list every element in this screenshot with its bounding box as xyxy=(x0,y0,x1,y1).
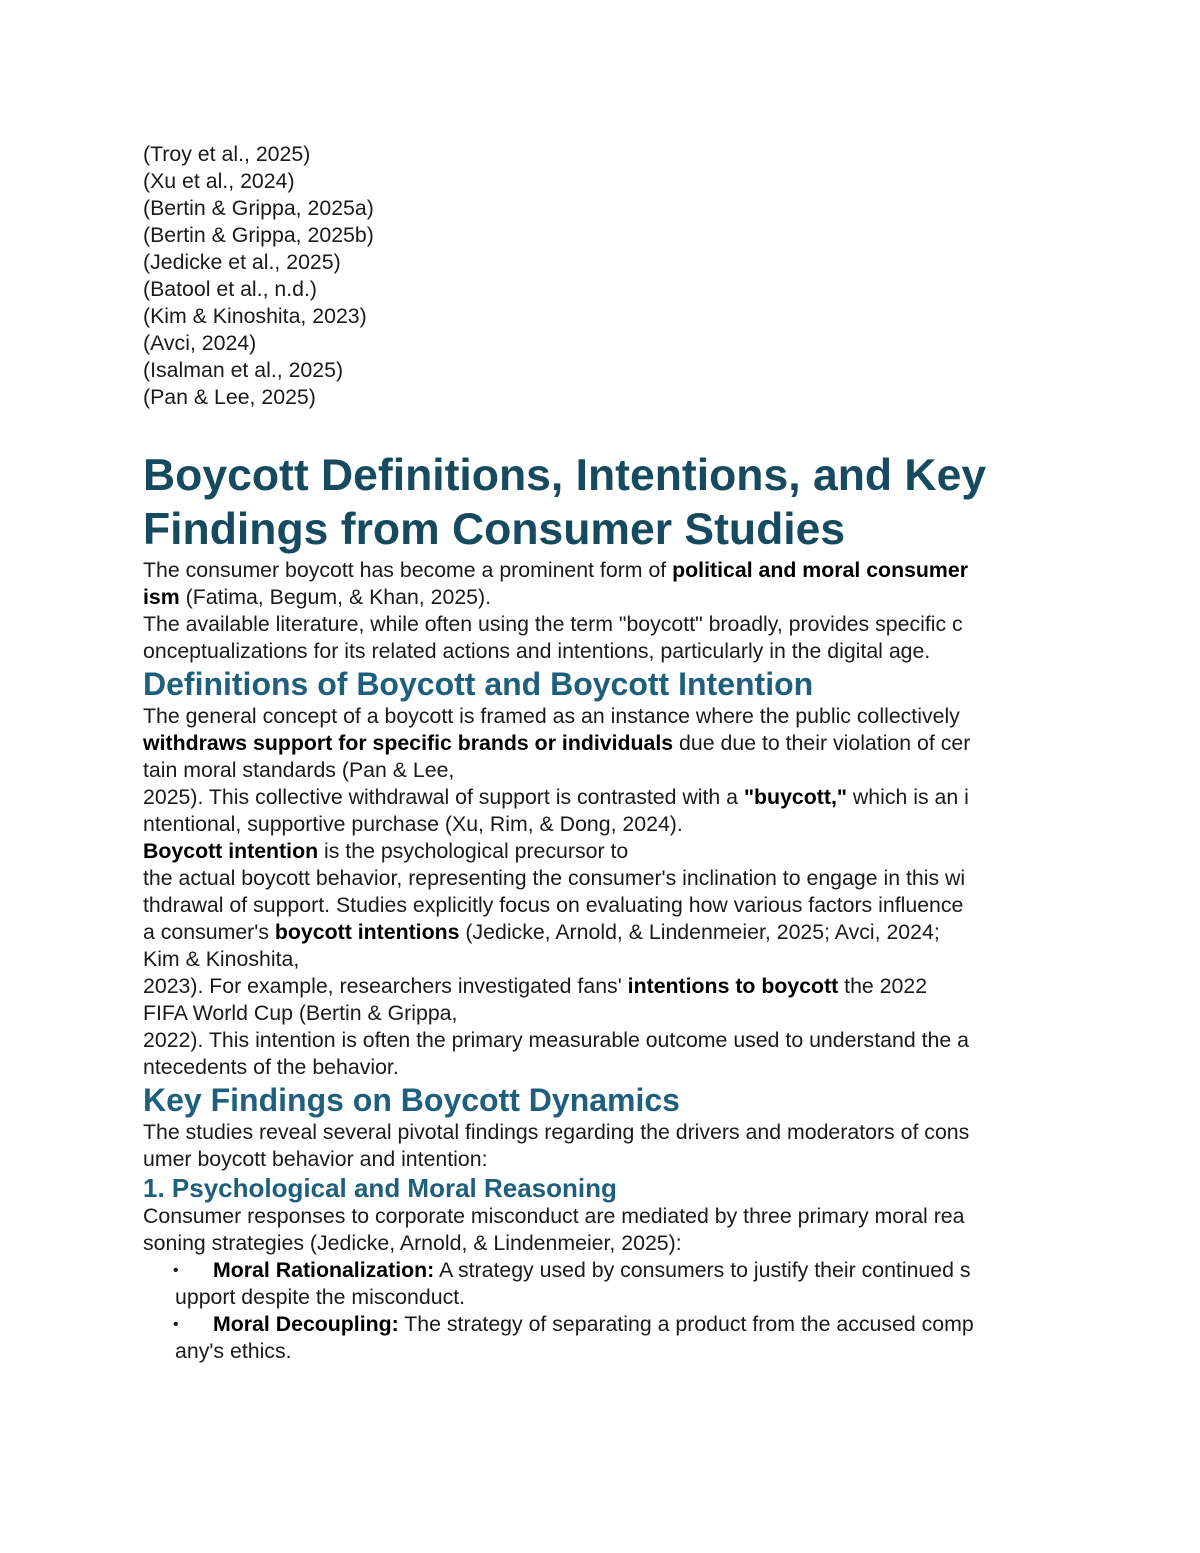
paragraph-line: a consumer's boycott intentions (Jedicke, Arnold, & Lindenmeier, 2025; Avci, 2024; xyxy=(143,920,940,944)
paragraph-line: Kim & Kinoshita, xyxy=(143,947,300,971)
bullet-line: any's ethics. xyxy=(175,1339,292,1363)
paragraph-line: withdraws support for specific brands or individuals due due to their violation of cer xyxy=(143,731,971,755)
reference-item: (Batool et al., n.d.) xyxy=(143,277,318,301)
reference-list xyxy=(143,141,1063,411)
intro-paragraph xyxy=(143,557,1063,665)
paragraph-line: ism (Fatima, Begum, & Khan, 2025). xyxy=(143,585,492,609)
paragraph-line: ntecedents of the behavior. xyxy=(143,1055,399,1079)
paragraph-line: the actual boycott behavior, representing the consumer's inclination to engage in this wi xyxy=(143,866,966,890)
paragraph-line: 2025). This collective withdrawal of support is contrasted with a "buycott," which is an i xyxy=(143,785,969,809)
reference-item: (Pan & Lee, 2025) xyxy=(143,385,316,409)
section-heading-key-findings: Key Findings on Boycott Dynamics xyxy=(143,1082,680,1118)
reference-item: (Bertin & Grippa, 2025a) xyxy=(143,196,374,220)
reference-item: (Jedicke et al., 2025) xyxy=(143,250,341,274)
paragraph-line: FIFA World Cup (Bertin & Grippa, xyxy=(143,1001,458,1025)
key-findings-paragraph xyxy=(143,1119,1063,1173)
paragraph-line: The available literature, while often using the term "boycott" broadly, provides specific c xyxy=(143,612,963,636)
bullet-line: • Moral Rationalization: A strategy used by consumers to justify their continued s xyxy=(173,1258,971,1282)
paragraph-line: 2023). For example, researchers investigated fans' intentions to boycott the 2022 xyxy=(143,974,928,998)
page-title xyxy=(143,449,1063,557)
subheading-moral-reasoning: 1. Psychological and Moral Reasoning xyxy=(143,1173,617,1203)
paragraph-line: ntentional, supportive purchase (Xu, Rim, & Dong, 2024). xyxy=(143,812,683,836)
list-item xyxy=(143,1257,1063,1311)
reference-item: (Avci, 2024) xyxy=(143,331,257,355)
reference-item: (Xu et al., 2024) xyxy=(143,169,295,193)
bullet-icon: • xyxy=(173,1262,179,1279)
section-heading-definitions: Definitions of Boycott and Boycott Intention xyxy=(143,666,814,702)
paragraph-line: umer boycott behavior and intention: xyxy=(143,1147,488,1171)
bullet-line: • Moral Decoupling: The strategy of separating a product from the accused comp xyxy=(173,1312,974,1336)
bullet-line: upport despite the misconduct. xyxy=(175,1285,466,1309)
paragraph-line: The consumer boycott has become a prominent form of political and moral consumer xyxy=(143,558,968,582)
page-title-line: Findings from Consumer Studies xyxy=(143,505,846,554)
paragraph-line: 2022). This intention is often the primary measurable outcome used to understand the a xyxy=(143,1028,969,1052)
reference-item: (Troy et al., 2025) xyxy=(143,142,311,166)
paragraph-line: tain moral standards (Pan & Lee, xyxy=(143,758,455,782)
paragraph-line: soning strategies (Jedicke, Arnold, & Lindenmeier, 2025): xyxy=(143,1231,682,1255)
reference-item: (Isalman et al., 2025) xyxy=(143,358,344,382)
page-title-line: Boycott Definitions, Intentions, and Key xyxy=(143,451,987,500)
paragraph-line: thdrawal of support. Studies explicitly focus on evaluating how various factors influence xyxy=(143,893,964,917)
definitions-paragraph xyxy=(143,703,1063,1081)
bullet-list xyxy=(143,1257,1063,1365)
list-item xyxy=(143,1311,1063,1365)
paragraph-line: Consumer responses to corporate misconduct are mediated by three primary moral rea xyxy=(143,1204,965,1228)
reference-item: (Kim & Kinoshita, 2023) xyxy=(143,304,367,328)
paragraph-line: Boycott intention is the psychological precursor to xyxy=(143,839,629,863)
paragraph-line: The studies reveal several pivotal findings regarding the drivers and moderators of cons xyxy=(143,1120,970,1144)
paragraph-line: onceptualizations for its related actions and intentions, particularly in the digital age. xyxy=(143,639,931,663)
paragraph-line: The general concept of a boycott is framed as an instance where the public collectively xyxy=(143,704,960,728)
bullet-icon: • xyxy=(173,1316,179,1333)
document-page xyxy=(143,141,1063,1365)
reference-item: (Bertin & Grippa, 2025b) xyxy=(143,223,374,247)
moral-reasoning-paragraph xyxy=(143,1203,1063,1257)
